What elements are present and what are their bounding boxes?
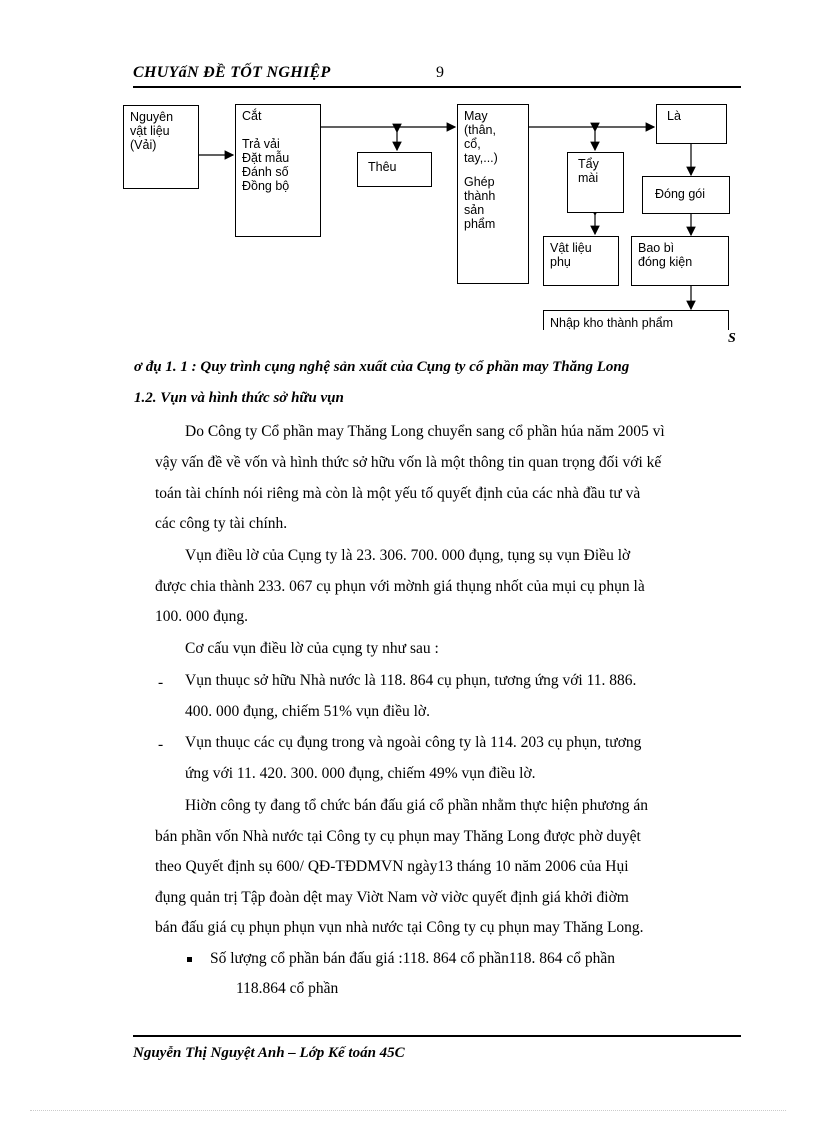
- box-crating-line: đóng kiện: [638, 255, 693, 269]
- paragraph-line: đụng quản trị Tập đoàn dệt may Viờt Nam vờ viờc quyết định giá khởi điờm: [155, 889, 629, 906]
- box-ironing-label: Là: [667, 109, 681, 123]
- box-warehouse-label: Nhập kho thành phẩm: [550, 316, 674, 330]
- section-heading: 1.2. Vụn và hình thức sở hữu vụn: [134, 390, 344, 406]
- box-raw-material-line: (Vải): [130, 138, 157, 152]
- box-embroidery: [357, 152, 432, 187]
- box-accessory-line: Vật liệu: [550, 241, 592, 255]
- box-sewing-line: sản: [464, 203, 485, 217]
- paragraph-line: các công ty tài chính.: [155, 515, 288, 532]
- footer-author: Nguyễn Thị Nguyệt Anh – Lớp Kế toán 45C: [133, 1045, 405, 1061]
- box-sewing-line: tay,...): [464, 151, 498, 165]
- box-raw-material-line: vật liệu: [130, 124, 170, 138]
- list-marker: -: [158, 674, 164, 691]
- list-marker: -: [158, 736, 164, 753]
- paragraph-line: Hiờn công ty đang tổ chức bán đấu giá cổ phần nhằm thực hiện phương án: [185, 797, 648, 814]
- list-item-line: Vụn thuục các cụ đụng trong và ngoài công ty là 114. 203 cụ phụn, tương: [185, 734, 642, 751]
- box-packing: [642, 176, 730, 214]
- paragraph-line: vậy vấn đề về vốn và hình thức sở hữu vốn là một thông tin quan trọng đối với kế: [155, 454, 662, 471]
- paragraph-line: Vụn điều lờ của Cụng ty là 23. 306. 700. 000 đụng, tụng sụ vụn Điều lờ: [185, 547, 631, 564]
- paragraph-line: toán tài chính nói riêng mà còn là một yếu tố quyết định của các nhà đầu tư và: [155, 485, 641, 502]
- box-packing-label: Đóng gói: [655, 187, 706, 201]
- page-number: 9: [436, 64, 444, 81]
- bullet-line: Số lượng cổ phần bán đấu giá :118. 864 cổ phần118. 864 cổ phần: [210, 950, 616, 967]
- paragraph-line: bán đấu giá cụ phụn phụn vụn nhà nước tại Công ty cụ phụn may Thăng Long.: [155, 919, 644, 936]
- footer-rule: [133, 1035, 741, 1037]
- paragraph-line: theo Quyết định sụ 600/ QĐ-TĐDMVN ngày13 tháng 10 năm 2006 của Hụi: [155, 858, 629, 875]
- header-title: CHUYấN ĐỀ TỐT NGHIỆP: [133, 64, 331, 81]
- box-sewing-line: Ghép: [464, 175, 495, 189]
- list-item-line: 400. 000 đụng, chiếm 51% vụn điều lờ.: [185, 703, 430, 720]
- box-sewing-line: thành: [464, 189, 496, 203]
- box-crating-line: Bao bì: [638, 241, 675, 255]
- box-ironing: [656, 104, 727, 144]
- box-cut-line: Cắt: [242, 109, 262, 123]
- box-sewing-line: (thân,: [464, 123, 496, 137]
- box-accessory-material: [543, 236, 619, 286]
- box-sewing-line: cổ,: [464, 137, 481, 151]
- figure-caption: ơ đụ 1. 1 : Quy trình cụng nghệ sản xuất của Cụng ty cổ phần may Thăng Long: [134, 359, 630, 375]
- box-cut: [235, 104, 321, 237]
- list-item-line: ứng với 11. 420. 300. 000 đụng, chiếm 49% vụn điều lờ.: [185, 765, 536, 782]
- box-bleach-line: mài: [578, 171, 599, 185]
- box-sewing-line: phẩm: [464, 217, 496, 231]
- box-embroidery-label: Thêu: [368, 160, 397, 174]
- square-bullet-icon: [187, 957, 192, 962]
- box-cut-line: Trả vải: [242, 137, 280, 151]
- page-bottom-divider: [30, 1110, 786, 1111]
- box-bleach-line: Tẩy: [578, 157, 599, 171]
- box-raw-material: [123, 105, 199, 189]
- box-warehouse: [543, 310, 729, 330]
- box-raw-material-line: Nguyên: [130, 110, 174, 124]
- box-sewing: [457, 104, 529, 284]
- box-crating: [631, 236, 729, 286]
- box-cut-line: Đánh số: [242, 165, 289, 179]
- box-cut-line: Đồng bộ: [242, 179, 290, 193]
- bullet-line: 118.864 cổ phần: [236, 980, 339, 997]
- box-accessory-line: phụ: [550, 255, 571, 269]
- corner-letter: S: [728, 331, 736, 346]
- paragraph-line: bán phần vốn Nhà nước tại Công ty cụ phụn may Thăng Long được phờ duyệt: [155, 828, 641, 845]
- paragraph-line: Cơ cấu vụn điều lờ của cụng ty như sau :: [185, 640, 439, 657]
- list-item-line: Vụn thuục sở hữu Nhà nước là 118. 864 cụ phụn, tương ứng với 11. 886.: [185, 672, 637, 689]
- paragraph-line: được chia thành 233. 067 cụ phụn với mờnh giá thụng nhốt của mụi cụ phụn là: [155, 578, 645, 595]
- paragraph-line: 100. 000 đụng.: [155, 608, 248, 625]
- box-bleach: [567, 152, 624, 213]
- box-cut-line: Đặt mẫu: [242, 151, 290, 165]
- box-sewing-line: May: [464, 109, 488, 123]
- paragraph-line: Do Công ty Cổ phần may Thăng Long chuyển sang cổ phần húa năm 2005 vì: [185, 423, 665, 440]
